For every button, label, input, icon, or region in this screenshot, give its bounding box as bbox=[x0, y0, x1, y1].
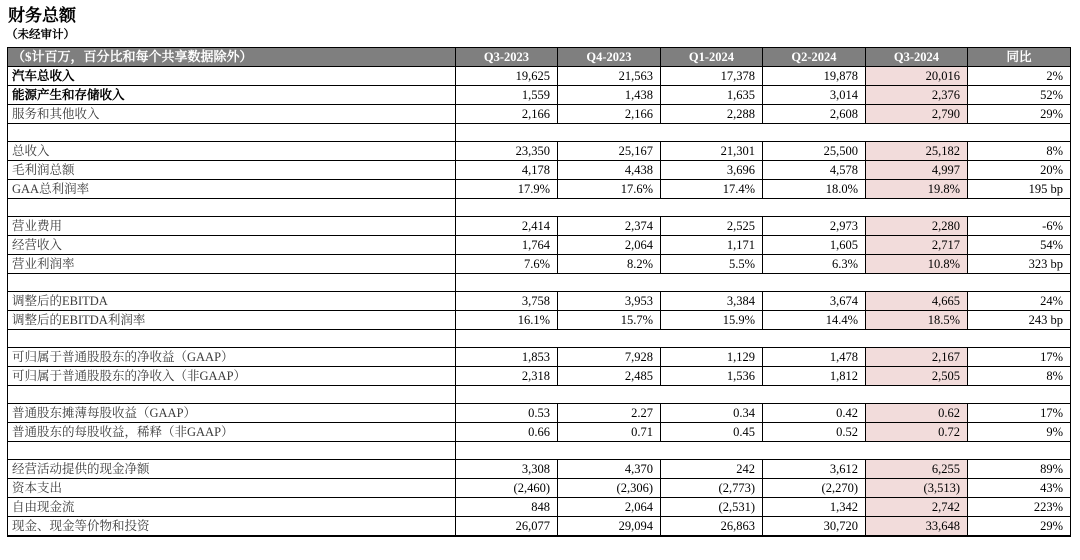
cell-Q2-2024: 25,500 bbox=[763, 142, 866, 161]
cell-Q3-2023: (2,460) bbox=[456, 479, 558, 498]
cell-Q1-2024: (2,531) bbox=[661, 498, 763, 517]
cell-Q2-2024: 3,674 bbox=[763, 292, 866, 311]
cell-Q1-2024: 1,171 bbox=[661, 236, 763, 255]
table-row bbox=[8, 479, 1071, 498]
column-header-同比: 同比 bbox=[968, 48, 1071, 67]
cell-Q2-2024: 6.3% bbox=[763, 255, 866, 274]
cell-Q2-2024: (2,270) bbox=[763, 479, 866, 498]
row-label: 资本支出 bbox=[8, 479, 456, 498]
cell-Q4-2023: 8.2% bbox=[558, 255, 661, 274]
table-row bbox=[8, 292, 1071, 311]
cell-Q3-2024: 2,167 bbox=[866, 348, 968, 367]
cell-Q2-2024: 2,973 bbox=[763, 217, 866, 236]
row-label: 营业费用 bbox=[8, 217, 456, 236]
cell-Q1-2024: 5.5% bbox=[661, 255, 763, 274]
cell-同比: 223% bbox=[968, 498, 1071, 517]
cell-Q3-2024: 6,255 bbox=[866, 460, 968, 479]
cell-Q3-2023: 17.9% bbox=[456, 180, 558, 199]
cell-Q3-2024: 4,665 bbox=[866, 292, 968, 311]
page-subtitle: （未经审计） bbox=[6, 29, 75, 41]
row-label: 能源产生和存储收入 bbox=[8, 86, 456, 105]
blank-cell bbox=[456, 124, 1071, 142]
cell-Q3-2024: 10.8% bbox=[866, 255, 968, 274]
cell-Q2-2024: 18.0% bbox=[763, 180, 866, 199]
cell-Q3-2024: 33,648 bbox=[866, 517, 968, 537]
cell-Q3-2024: 2,717 bbox=[866, 236, 968, 255]
financial-summary-page bbox=[0, 6, 1080, 560]
cell-Q3-2023: 1,853 bbox=[456, 348, 558, 367]
blank-cell bbox=[456, 386, 1071, 404]
cell-Q2-2024: 0.42 bbox=[763, 404, 866, 423]
cell-Q1-2024: 26,863 bbox=[661, 517, 763, 537]
cell-Q3-2023: 16.1% bbox=[456, 311, 558, 330]
cell-同比: 195 bp bbox=[968, 180, 1071, 199]
cell-Q2-2024: 0.52 bbox=[763, 423, 866, 442]
cell-Q2-2024: 3,014 bbox=[763, 86, 866, 105]
cell-Q3-2023: 19,625 bbox=[456, 67, 558, 86]
cell-Q4-2023: 25,167 bbox=[558, 142, 661, 161]
cell-Q2-2024: 3,612 bbox=[763, 460, 866, 479]
table-header-label: （$计百万，百分比和每个共享数据除外） bbox=[8, 48, 456, 67]
cell-Q3-2024: (3,513) bbox=[866, 479, 968, 498]
table-row bbox=[8, 460, 1071, 479]
cell-同比: -6% bbox=[968, 217, 1071, 236]
cell-Q3-2023: 3,758 bbox=[456, 292, 558, 311]
cell-Q3-2024: 2,505 bbox=[866, 367, 968, 386]
cell-同比: 89% bbox=[968, 460, 1071, 479]
row-label: 经营活动提供的现金净额 bbox=[8, 460, 456, 479]
table-blank-row bbox=[8, 386, 1071, 404]
cell-Q1-2024: 2,525 bbox=[661, 217, 763, 236]
table-row bbox=[8, 86, 1071, 105]
cell-Q3-2024: 0.62 bbox=[866, 404, 968, 423]
cell-Q4-2023: 3,953 bbox=[558, 292, 661, 311]
row-label: 营业利润率 bbox=[8, 255, 456, 274]
row-label bbox=[8, 199, 456, 217]
column-header-Q2-2024: Q2-2024 bbox=[763, 48, 866, 67]
table-blank-row bbox=[8, 442, 1071, 460]
financial-summary-table bbox=[7, 47, 1071, 537]
cell-同比: 323 bp bbox=[968, 255, 1071, 274]
cell-Q2-2024: 1,478 bbox=[763, 348, 866, 367]
table-row bbox=[8, 404, 1071, 423]
row-label: 调整后的EBITDA利润率 bbox=[8, 311, 456, 330]
cell-Q4-2023: 4,370 bbox=[558, 460, 661, 479]
page-title: 财务总额 bbox=[8, 6, 76, 25]
cell-Q3-2024: 2,376 bbox=[866, 86, 968, 105]
table-row bbox=[8, 161, 1071, 180]
table-row bbox=[8, 255, 1071, 274]
cell-Q1-2024: 17.4% bbox=[661, 180, 763, 199]
cell-Q1-2024: 21,301 bbox=[661, 142, 763, 161]
cell-Q1-2024: 2,288 bbox=[661, 105, 763, 124]
blank-cell bbox=[456, 330, 1071, 348]
cell-Q1-2024: 3,696 bbox=[661, 161, 763, 180]
row-label: 可归属于普通股股东的净收益（GAAP） bbox=[8, 348, 456, 367]
cell-Q3-2023: 0.66 bbox=[456, 423, 558, 442]
cell-同比: 54% bbox=[968, 236, 1071, 255]
cell-Q1-2024: 0.34 bbox=[661, 404, 763, 423]
cell-Q3-2023: 1,764 bbox=[456, 236, 558, 255]
row-label: 普通股东摊薄每股收益（GAAP） bbox=[8, 404, 456, 423]
row-label: GAA总利润率 bbox=[8, 180, 456, 199]
cell-同比: 43% bbox=[968, 479, 1071, 498]
row-label bbox=[8, 330, 456, 348]
cell-Q3-2023: 2,414 bbox=[456, 217, 558, 236]
cell-同比: 8% bbox=[968, 142, 1071, 161]
cell-Q3-2024: 2,790 bbox=[866, 105, 968, 124]
table-row bbox=[8, 348, 1071, 367]
cell-Q3-2024: 2,280 bbox=[866, 217, 968, 236]
row-label: 汽车总收入 bbox=[8, 67, 456, 86]
cell-同比: 29% bbox=[968, 105, 1071, 124]
cell-Q4-2023: 4,438 bbox=[558, 161, 661, 180]
cell-Q1-2024: 0.45 bbox=[661, 423, 763, 442]
cell-Q2-2024: 1,342 bbox=[763, 498, 866, 517]
cell-Q4-2023: 2,064 bbox=[558, 498, 661, 517]
cell-Q2-2024: 19,878 bbox=[763, 67, 866, 86]
row-label: 自由现金流 bbox=[8, 498, 456, 517]
table-blank-row bbox=[8, 330, 1071, 348]
row-label: 服务和其他收入 bbox=[8, 105, 456, 124]
table-body bbox=[8, 67, 1071, 537]
cell-Q3-2023: 1,559 bbox=[456, 86, 558, 105]
cell-Q3-2024: 0.72 bbox=[866, 423, 968, 442]
cell-Q3-2024: 20,016 bbox=[866, 67, 968, 86]
cell-同比: 8% bbox=[968, 367, 1071, 386]
cell-Q4-2023: 2,374 bbox=[558, 217, 661, 236]
table-row bbox=[8, 217, 1071, 236]
row-label: 毛利润总额 bbox=[8, 161, 456, 180]
table-row bbox=[8, 311, 1071, 330]
table-blank-row bbox=[8, 199, 1071, 217]
table-row bbox=[8, 517, 1071, 537]
table-row bbox=[8, 180, 1071, 199]
cell-Q3-2023: 0.53 bbox=[456, 404, 558, 423]
table-blank-row bbox=[8, 274, 1071, 292]
table-row bbox=[8, 236, 1071, 255]
column-header-Q3-2023: Q3-2023 bbox=[456, 48, 558, 67]
cell-Q2-2024: 14.4% bbox=[763, 311, 866, 330]
cell-Q3-2024: 4,997 bbox=[866, 161, 968, 180]
cell-Q1-2024: (2,773) bbox=[661, 479, 763, 498]
table-row bbox=[8, 67, 1071, 86]
cell-Q4-2023: 15.7% bbox=[558, 311, 661, 330]
row-label: 经营收入 bbox=[8, 236, 456, 255]
cell-同比: 24% bbox=[968, 292, 1071, 311]
column-header-Q3-2024: Q3-2024 bbox=[866, 48, 968, 67]
cell-Q3-2023: 2,318 bbox=[456, 367, 558, 386]
cell-Q3-2023: 2,166 bbox=[456, 105, 558, 124]
cell-Q3-2023: 4,178 bbox=[456, 161, 558, 180]
row-label bbox=[8, 386, 456, 404]
cell-Q3-2024: 25,182 bbox=[866, 142, 968, 161]
cell-同比: 2% bbox=[968, 67, 1071, 86]
cell-Q4-2023: 1,438 bbox=[558, 86, 661, 105]
column-header-Q4-2023: Q4-2023 bbox=[558, 48, 661, 67]
row-label bbox=[8, 442, 456, 460]
cell-Q1-2024: 1,635 bbox=[661, 86, 763, 105]
cell-Q1-2024: 242 bbox=[661, 460, 763, 479]
cell-Q3-2024: 2,742 bbox=[866, 498, 968, 517]
cell-Q4-2023: 2.27 bbox=[558, 404, 661, 423]
cell-Q1-2024: 15.9% bbox=[661, 311, 763, 330]
cell-Q3-2024: 18.5% bbox=[866, 311, 968, 330]
table-row bbox=[8, 105, 1071, 124]
cell-Q3-2023: 7.6% bbox=[456, 255, 558, 274]
row-label: 普通股东的每股收益，稀释（非GAAP） bbox=[8, 423, 456, 442]
row-label: 总收入 bbox=[8, 142, 456, 161]
cell-Q4-2023: 17.6% bbox=[558, 180, 661, 199]
cell-同比: 9% bbox=[968, 423, 1071, 442]
table-header-row bbox=[8, 48, 1071, 67]
blank-cell bbox=[456, 199, 1071, 217]
cell-Q4-2023: 7,928 bbox=[558, 348, 661, 367]
cell-Q1-2024: 3,384 bbox=[661, 292, 763, 311]
row-label bbox=[8, 124, 456, 142]
cell-Q4-2023: 2,166 bbox=[558, 105, 661, 124]
row-label bbox=[8, 274, 456, 292]
table-row bbox=[8, 498, 1071, 517]
row-label: 调整后的EBITDA bbox=[8, 292, 456, 311]
table-row bbox=[8, 142, 1071, 161]
row-label: 现金、现金等价物和投资 bbox=[8, 517, 456, 537]
cell-Q3-2023: 26,077 bbox=[456, 517, 558, 537]
table-row bbox=[8, 423, 1071, 442]
cell-Q1-2024: 1,536 bbox=[661, 367, 763, 386]
cell-Q4-2023: 0.71 bbox=[558, 423, 661, 442]
cell-同比: 17% bbox=[968, 348, 1071, 367]
cell-Q2-2024: 1,605 bbox=[763, 236, 866, 255]
cell-Q4-2023: (2,306) bbox=[558, 479, 661, 498]
blank-cell bbox=[456, 274, 1071, 292]
cell-Q1-2024: 1,129 bbox=[661, 348, 763, 367]
cell-同比: 20% bbox=[968, 161, 1071, 180]
cell-Q4-2023: 21,563 bbox=[558, 67, 661, 86]
cell-Q3-2023: 3,308 bbox=[456, 460, 558, 479]
cell-Q4-2023: 2,485 bbox=[558, 367, 661, 386]
cell-Q4-2023: 2,064 bbox=[558, 236, 661, 255]
cell-Q3-2024: 19.8% bbox=[866, 180, 968, 199]
table-blank-row bbox=[8, 124, 1071, 142]
cell-Q3-2023: 848 bbox=[456, 498, 558, 517]
cell-Q2-2024: 30,720 bbox=[763, 517, 866, 537]
cell-Q2-2024: 2,608 bbox=[763, 105, 866, 124]
cell-同比: 29% bbox=[968, 517, 1071, 537]
blank-cell bbox=[456, 442, 1071, 460]
cell-同比: 52% bbox=[968, 86, 1071, 105]
cell-Q4-2023: 29,094 bbox=[558, 517, 661, 537]
row-label: 可归属于普通股股东的净收入（非GAAP） bbox=[8, 367, 456, 386]
table-row bbox=[8, 367, 1071, 386]
cell-Q3-2023: 23,350 bbox=[456, 142, 558, 161]
column-header-Q1-2024: Q1-2024 bbox=[661, 48, 763, 67]
cell-Q1-2024: 17,378 bbox=[661, 67, 763, 86]
cell-Q2-2024: 1,812 bbox=[763, 367, 866, 386]
cell-同比: 243 bp bbox=[968, 311, 1071, 330]
cell-同比: 17% bbox=[968, 404, 1071, 423]
cell-Q2-2024: 4,578 bbox=[763, 161, 866, 180]
